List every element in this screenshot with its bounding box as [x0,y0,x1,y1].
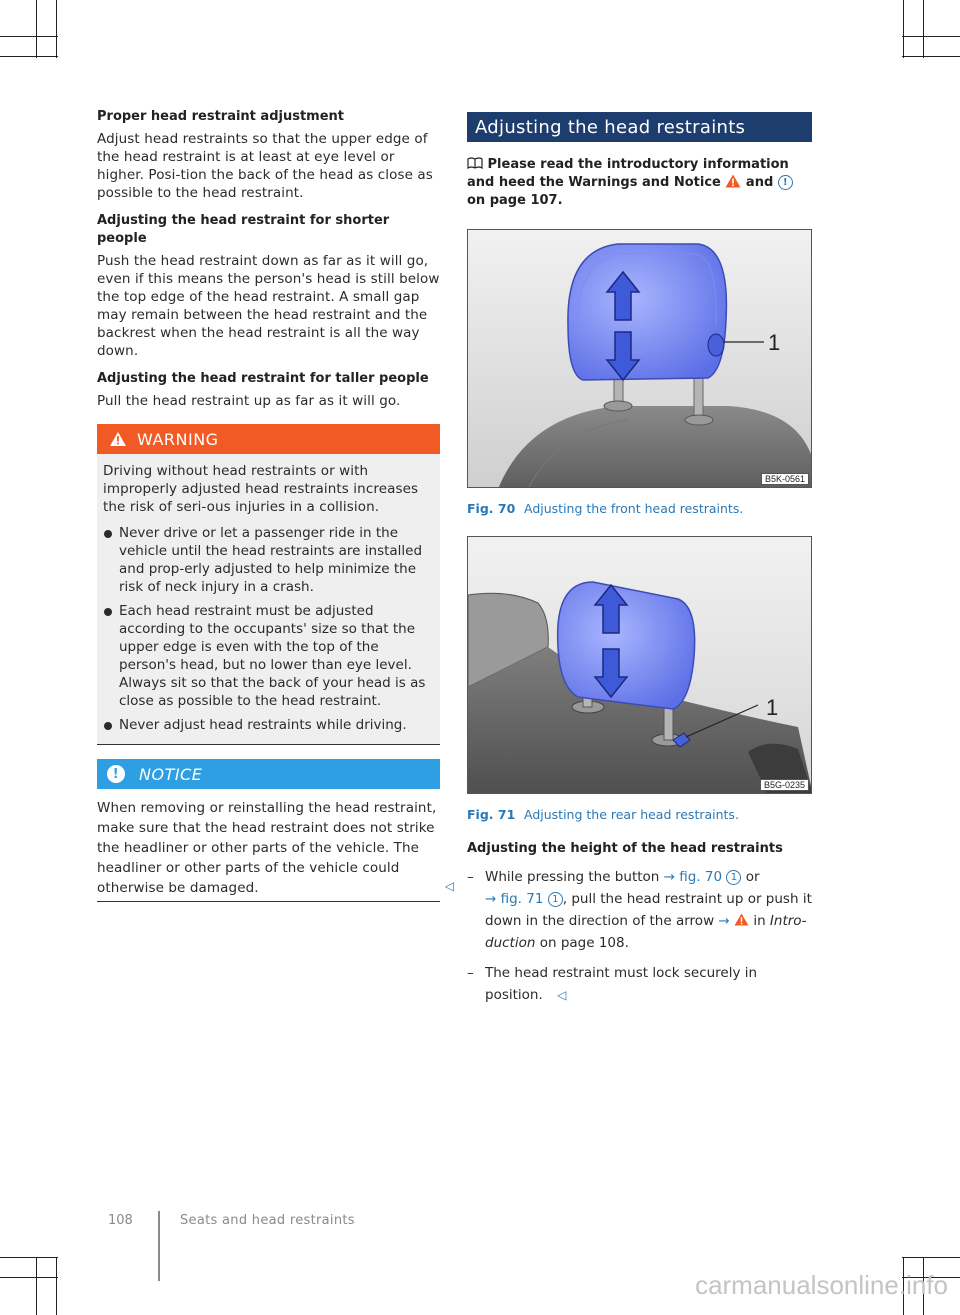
bullet-icon [104,608,112,616]
bullet-icon [104,722,112,730]
callout-badge: 1 [548,892,563,907]
crop-mark [902,36,960,37]
watermark: carmanualsonline.info [695,1270,948,1300]
heading-taller-people: Adjusting the head restraint for taller people [97,371,429,386]
warning-intro: Driving without head restraints or with improperly adjusted head restraints increases the risk of seri-ous injuries in a collision. [103,463,419,515]
warning-body [97,454,440,745]
figure-number: Fig. 70 [467,501,516,516]
crop-mark [923,0,924,58]
notice-body [97,789,454,902]
crop-mark [902,56,960,57]
warning-triangle-icon [109,431,127,447]
crop-mark [36,0,37,58]
figure-caption-text: Adjusting the rear head restraints. [524,807,739,822]
right-column [467,112,812,1006]
figure-71-link[interactable]: fig. 71 [500,891,544,907]
section-title: Adjusting the head restraints [467,112,812,142]
figure-70-caption [467,501,812,516]
figure-71-image [467,536,812,794]
paragraph: Pull the head restraint up as far as it will go. [97,393,401,409]
notice-label: NOTICE [139,764,203,784]
figure-callout: 1 [768,330,781,355]
end-mark-icon: ◁ [557,988,567,1002]
bullet-icon [104,530,112,538]
page-number: 108 [108,1213,133,1228]
crop-mark [0,56,58,57]
notice-exclamation-icon: ! [107,765,125,783]
list-item [103,716,432,734]
list-item [103,524,432,596]
rear-head-restraint-illustration [468,537,812,794]
heading-proper-adjustment: Proper head restraint adjustment [97,109,344,124]
figure-code: B5K-0561 [761,473,809,485]
warning-label: WARNING [137,429,219,449]
warning-header [97,424,440,454]
heading-shorter-people: Adjusting the head restraint for shorter people [97,213,390,246]
subheading-height: Adjusting the height of the head restraints [467,841,783,856]
paragraph: Push the head restraint down as far as it will go, even if this means the person's head is still below the top edge of the head restraint. A small gap may remain between the head restraint and the backrest when the head restraint is all the way down. [97,253,440,359]
step-text: The head restraint must lock securely in position. ◁ [485,965,758,1003]
crop-mark [56,0,57,58]
warning-triangle-icon [734,913,749,926]
warning-bullet-text: Never drive or let a passenger ride in the vehicle until the head restraints are installed and prop-erly adjusted to help minimize the risk of neck injury in a crash. [119,525,423,595]
dash-icon: – [467,869,474,885]
notice-header [97,759,440,789]
figure-caption-text: Adjusting the front head restraints. [524,501,744,516]
crop-mark [903,0,904,58]
list-item [467,866,812,954]
paragraph: Adjust head restraints so that the upper edge of the head restraint is at least at eye level or higher. Posi-tion the back of the head as close as possible to the head restraint. [97,131,433,201]
figure-70-image [467,229,812,488]
figure-70-link[interactable]: fig. 70 [679,869,723,885]
warning-bullet-text: Each head restraint must be adjusted according to the occupants' size so that the upper edge is even with the top of the person's head, but no lower than eye level. Always sit so that the back of your head is as close as possible to the head restraint. [119,603,426,709]
figure-number: Fig. 71 [467,807,516,822]
dash-icon: – [467,965,474,981]
figure-71-caption [467,807,812,822]
warning-bullet-text: Never adjust head restraints while driving. [119,717,407,733]
chapter-title: Seats and head restraints [180,1213,355,1228]
list-item [467,962,812,1006]
notice-text: When removing or reinstalling the head restraint, make sure that the head restraint does not strike the headliner or other parts of the vehicle. The headliner or other parts of the vehicle could otherwise be damaged. [97,800,437,896]
front-head-restraint-illustration [468,230,812,488]
warning-triangle-icon [725,174,741,188]
figure-code: B5G-0235 [760,779,809,791]
callout-badge: 1 [726,870,741,885]
intro-text: Please read the introductory information and heed the Warnings and Notice and ! on page 107. [467,156,812,210]
footer-divider [158,1211,160,1281]
end-mark-icon: ◁ [444,879,454,893]
book-icon [467,157,483,169]
notice-icon: ! [778,175,793,190]
list-item [103,602,432,710]
figure-callout: 1 [766,695,779,720]
crop-mark [0,36,58,37]
step-text: While pressing the button → fig. 70 1 or → fig. 71 1 , pull the head restraint up or push it down in the direction of the arrow → in Intro-duction on page 108. [485,869,812,951]
left-column [97,108,454,902]
